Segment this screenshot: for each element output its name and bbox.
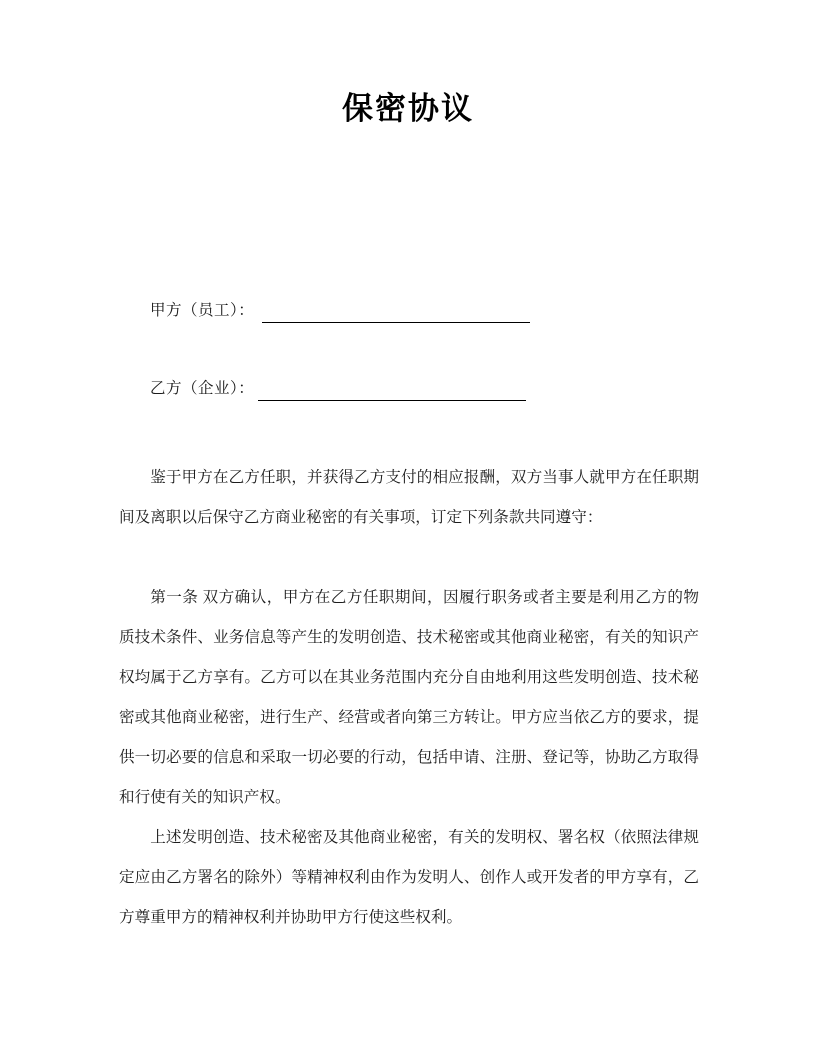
- party-row-yifang: [150, 371, 710, 401]
- document-body: [119, 458, 699, 938]
- paragraph-article-1: 第一条 双方确认，甲方在乙方任职期间，因履行职务或者主要是利用乙方的物质技术条件、业务信息等产生的发明创造、技术秘密或其他商业秘密，有关的知识产权均属于乙方享有。乙方可以在其业务范围内充分自由地利用这些发明创造、技术秘密或其他商业秘密，进行生产、经营或者向第三方转让。甲方应当依乙方的要求，提供一切必要的信息和采取一切必要的行动，包括申请、注册、登记等，协助乙方取得和行使有关的知识产权。: [119, 589, 699, 806]
- party-value-yifang-field[interactable]: [258, 380, 526, 401]
- party-signature-block: [150, 293, 710, 449]
- page-title: 保密协议: [342, 91, 474, 126]
- paragraph-article-1-continued: 上述发明创造、技术秘密及其他商业秘密，有关的发明权、署名权（依照法律规定应由乙方署名的除外）等精神权利由作为发明人、创作人或开发者的甲方享有，乙方尊重甲方的精神权利并协助甲方行使这些权利。: [119, 829, 699, 926]
- party-value-jiafang-field[interactable]: [262, 302, 530, 323]
- party-label-yifang: 乙方（企业）：: [150, 380, 255, 397]
- party-row-jiafang: [150, 293, 710, 323]
- party-label-jiafang: 甲方（员工）：: [150, 302, 255, 319]
- paragraph-preamble: 鉴于甲方在乙方任职，并获得乙方支付的相应报酬，双方当事人就甲方在任职期间及离职以后保守乙方商业秘密的有关事项，订定下列条款共同遵守：: [119, 469, 699, 526]
